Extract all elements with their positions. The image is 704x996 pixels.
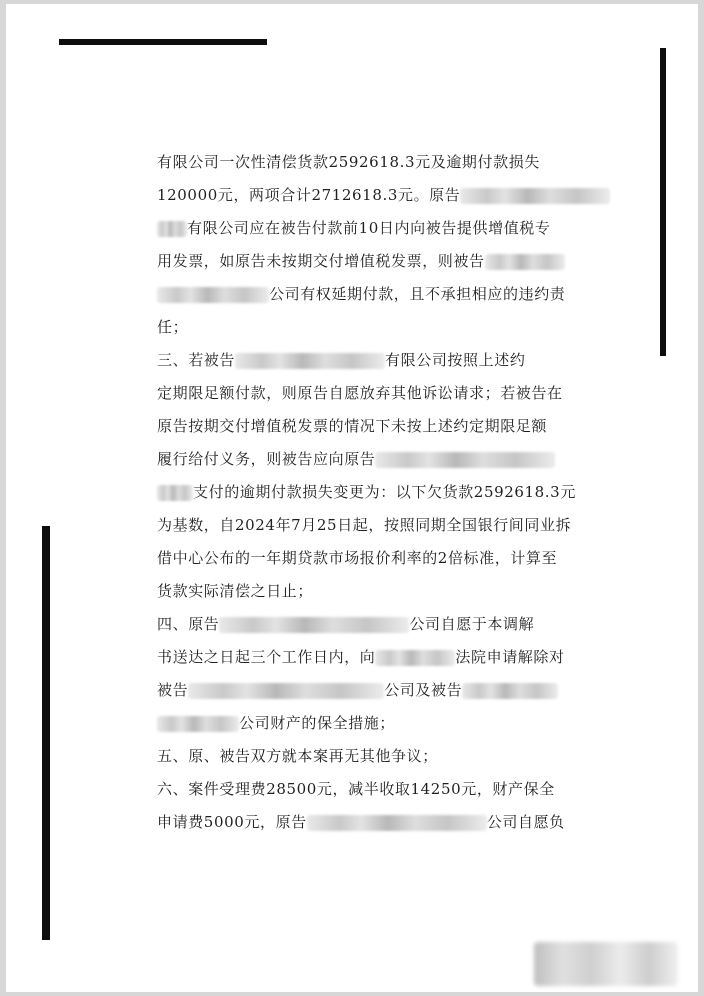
redacted-name-blur (460, 188, 610, 204)
text-segment: 120000元，两项合计2712618.3元。原告 (157, 186, 461, 204)
text-segment: 四、原告 (157, 615, 220, 633)
text-segment: 公司及被告 (384, 681, 463, 699)
document-body (157, 146, 587, 839)
redacted-name-blur (235, 353, 385, 369)
text-segment: 申请费5000元，原告 (157, 813, 307, 831)
scan-edge-top-bar (59, 39, 267, 45)
text-segment: 被告 (157, 681, 189, 699)
redacted-name-blur (485, 254, 565, 270)
redacted-name-blur (375, 452, 555, 468)
document-line (157, 245, 587, 278)
document-line (157, 542, 587, 575)
document-line (157, 344, 587, 377)
document-line (157, 608, 587, 641)
text-segment: 借中心公布的一年期贷款市场报价利率的2倍标准，计算至 (157, 549, 558, 567)
document-line (157, 179, 587, 212)
text-segment: 公司自愿负 (486, 813, 565, 831)
text-segment: 用发票，如原告未按期交付增值税发票，则被告 (157, 252, 485, 270)
text-segment: 法院申请解除对 (455, 648, 565, 666)
document-line (157, 146, 587, 179)
redacted-name-blur (219, 617, 409, 633)
redacted-name-blur (157, 221, 187, 237)
document-line (157, 773, 587, 806)
scan-edge-right-bar (660, 48, 666, 356)
text-segment: 五、原、被告双方就本案再无其他争议； (157, 747, 438, 765)
text-segment: 有限公司按照上述约 (385, 351, 526, 369)
text-segment: 书送达之日起三个工作日内，向 (157, 648, 376, 666)
document-line (157, 278, 587, 311)
text-segment: 三、若被告 (157, 351, 236, 369)
redacted-name-blur (157, 716, 239, 732)
redacted-name-blur (462, 683, 558, 699)
scan-edge-left-bar (42, 526, 50, 940)
redacted-name-blur (188, 683, 384, 699)
redacted-name-blur (157, 287, 269, 303)
redacted-name-blur (157, 485, 193, 501)
text-segment: 支付的逾期付款损失变更为：以下欠货款2592618.3元 (193, 483, 576, 501)
document-line (157, 806, 587, 839)
document-line (157, 476, 587, 509)
redacted-footer-watermark (534, 942, 678, 986)
redacted-name-blur (375, 650, 455, 666)
document-line (157, 740, 587, 773)
text-segment: 有限公司应在被告付款前10日内向被告提供增值税专 (187, 219, 551, 237)
document-line (157, 311, 587, 344)
document-line (157, 674, 587, 707)
document-page (6, 4, 698, 992)
text-segment: 原告按期交付增值税发票的情况下未按上述约定期限足额 (157, 417, 548, 435)
text-segment: 履行给付义务，则被告应向原告 (157, 450, 376, 468)
text-segment: 货款实际清偿之日止； (157, 582, 314, 600)
redacted-name-blur (307, 815, 487, 831)
document-line (157, 443, 587, 476)
text-segment: 公司自愿于本调解 (409, 615, 535, 633)
text-segment: 为基数，自2024年7月25日起，按照同期全国银行间同业拆 (157, 516, 572, 534)
text-segment: 公司有权延期付款，且不承担相应的违约责 (269, 285, 566, 303)
text-segment: 公司财产的保全措施； (239, 714, 396, 732)
text-segment: 任； (157, 318, 189, 336)
document-line (157, 377, 587, 410)
document-line (157, 707, 587, 740)
document-line (157, 410, 587, 443)
document-line (157, 212, 587, 245)
text-segment: 有限公司一次性清偿货款2592618.3元及逾期付款损失 (157, 153, 540, 171)
document-line (157, 575, 587, 608)
text-segment: 六、案件受理费28500元，减半收取14250元，财产保全 (157, 780, 555, 798)
document-line (157, 641, 587, 674)
text-segment: 定期限足额付款，则原告自愿放弃其他诉讼请求；若被告在 (157, 384, 563, 402)
document-line (157, 509, 587, 542)
